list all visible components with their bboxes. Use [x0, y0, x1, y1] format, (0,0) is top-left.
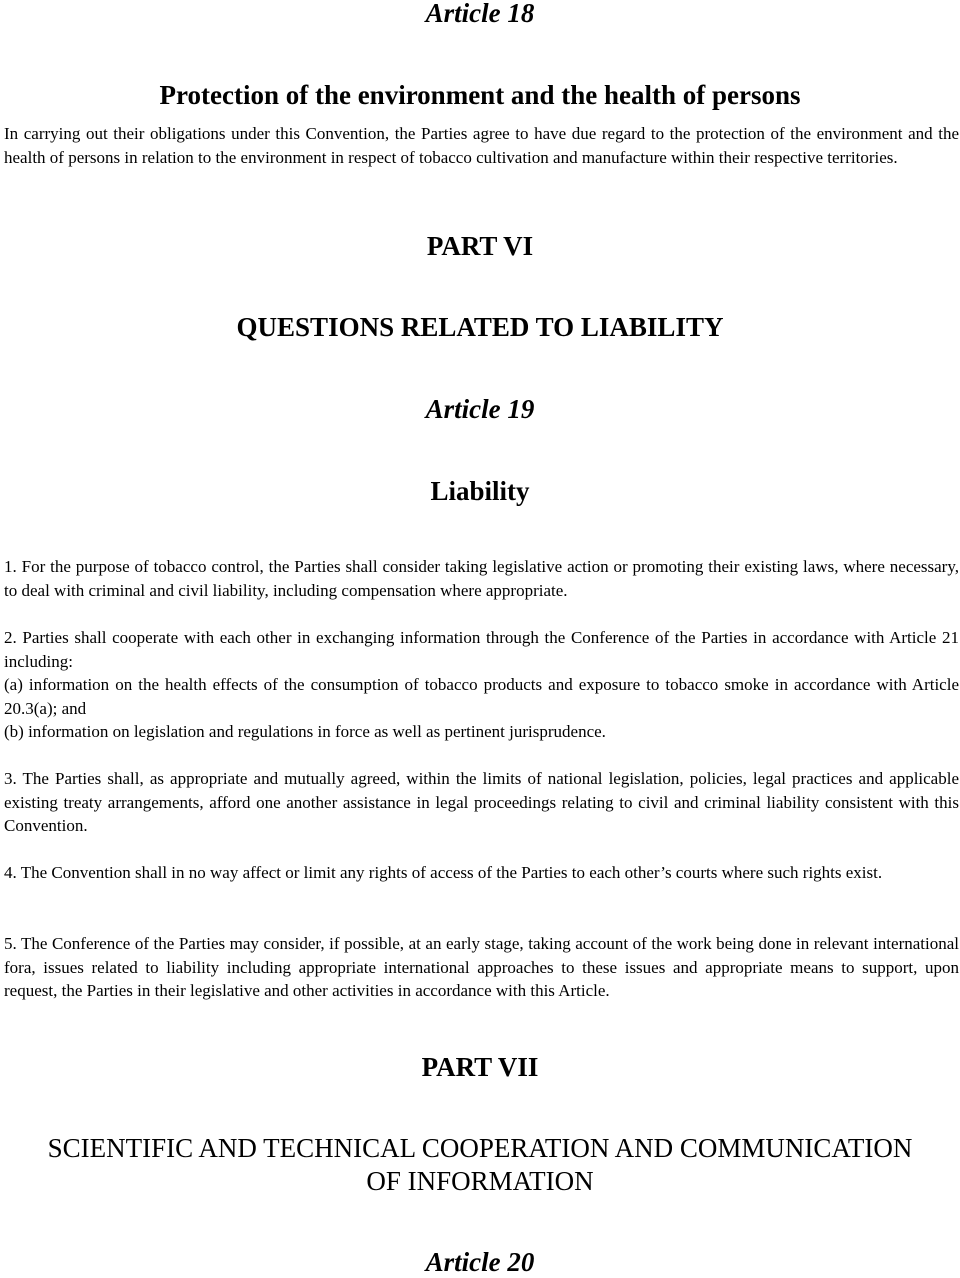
part-7-title-line-1: SCIENTIFIC AND TECHNICAL COOPERATION AND COMMUNICATION	[47, 1133, 913, 1163]
article-19-paragraph-5: 5. The Conference of the Parties may consider, if possible, at an early stage, taking account of the work being done in relevant international fora, issues related to liability including appropriate international approaches to these issues and appropriate means to support, upon request, the Parties in their legislative and other activities in accordance with this Article.	[4, 934, 959, 1001]
article-19-label: Article 19	[425, 394, 535, 424]
article-19-paragraph-2	[4, 626, 959, 744]
article-18-title: Protection of the environment and the health of persons	[159, 80, 801, 110]
article-19-paragraph-4: 4. The Convention shall in no way affect or limit any rights of access of the Parties to each other’s courts where such rights exist.	[4, 863, 883, 882]
part-7-label: PART VII	[421, 1052, 539, 1082]
article-19-paragraph-1: 1. For the purpose of tobacco control, the Parties shall consider taking legislative action or promoting their existing laws, where necessary, to deal with criminal and civil liability, including compensation where appropriate.	[4, 557, 959, 600]
article-20-label: Article 20	[425, 1247, 535, 1277]
part-6-label: PART VI	[426, 231, 534, 261]
paragraph-2-item-a: (a) information on the health effects of the consumption of tobacco products and exposure to tobacco smoke in accordance with Article 20.3(a); and	[4, 675, 959, 718]
paragraph-2-item-b: (b) information on legislation and regulations in force as well as pertinent jurisprudence.	[4, 722, 606, 742]
paragraph-2-intro: 2. Parties shall cooperate with each other in exchanging information through the Conference of the Parties in accordance with Article 21 including:	[4, 628, 959, 671]
part-6-title: QUESTIONS RELATED TO LIABILITY	[236, 312, 724, 342]
part-7-title-line-2: OF INFORMATION	[366, 1166, 594, 1196]
article-18-label: Article 18	[425, 0, 535, 28]
article-18-body: In carrying out their obligations under this Convention, the Parties agree to have due regard to the protection of the environment and the health of persons in relation to the environment in respect of tobacco cultivation and manufacture within their respective territories.	[4, 124, 959, 167]
part-7-title	[0, 1132, 960, 1198]
article-19-title: Liability	[430, 476, 530, 506]
article-19-paragraph-3: 3. The Parties shall, as appropriate and mutually agreed, within the limits of national legislation, policies, legal practices and applicable existing treaty arrangements, afford one another assistance in legal proceedings relating to civil and criminal liability consistent with this Convention.	[4, 769, 959, 836]
